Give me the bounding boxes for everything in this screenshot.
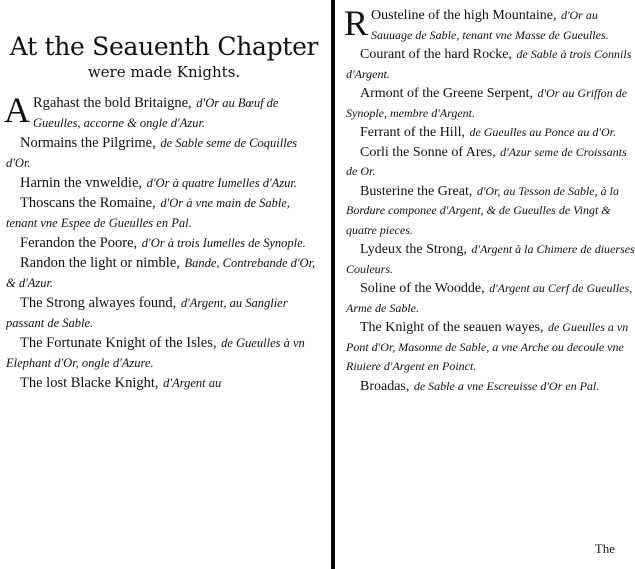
knight-name: The lost Blacke Knight,	[20, 375, 159, 391]
knight-entry	[0, 253, 328, 293]
catchword: The	[594, 541, 615, 556]
knight-entry	[0, 90, 328, 133]
knight-entry	[340, 143, 635, 182]
knight-name: Normains the Pilgrime,	[20, 135, 156, 151]
knight-entry	[0, 293, 328, 333]
knight-name: Lydeux the Strong,	[360, 242, 467, 257]
knight-blazon: Bande, Contrebande d'Or, & d'Azur.	[6, 256, 316, 290]
knight-blazon: de Sable à trois Connils d'Argent.	[346, 47, 632, 81]
knight-name: Corli the Sonne of Ares,	[360, 144, 496, 160]
knight-blazon: de Sable a vne Escreuisse d'Or en Pal.	[413, 378, 600, 393]
knight-blazon: de Gueulles à vn Elephant d'Or, ongle d'Azure.	[6, 336, 305, 370]
knight-entry	[0, 133, 328, 173]
knight-entry	[0, 333, 328, 373]
knight-blazon: d'Azur seme de Croissants de Or.	[346, 144, 627, 178]
knight-name: Courant of the hard Rocke,	[360, 47, 513, 62]
chapter-heading: At the Seauenth Chapter	[9, 32, 319, 61]
knight-entry	[340, 123, 635, 143]
column-divider	[331, 0, 335, 569]
knight-name: Ferrant of the Hill,	[360, 125, 465, 140]
knight-entry	[340, 84, 635, 123]
chapter-subheading: were made Knights.	[87, 63, 241, 81]
knight-entry	[340, 377, 635, 397]
knight-blazon: d'Or au Griffon de Synople, membre d'Argent.	[346, 86, 628, 120]
knight-name: The Knight of the seauen wayes,	[360, 320, 544, 335]
knight-name: Soline of the Woodde,	[360, 281, 485, 296]
right-column	[340, 0, 635, 569]
knight-name: Thoscans the Romaine,	[20, 195, 156, 211]
knight-name: Broadas,	[360, 378, 410, 394]
knight-blazon: d'Or à trois Iumelles de Synople.	[141, 236, 306, 250]
knight-name: Ferandon the Poore,	[20, 235, 138, 251]
knight-blazon: de Gueulles au Ponce au d'Or.	[469, 125, 616, 139]
knight-name: Busterine the Great,	[360, 183, 473, 199]
knight-entry	[0, 193, 328, 233]
knight-name: Ousteline of the high Mountaine,	[371, 8, 557, 23]
knight-entry	[340, 182, 635, 241]
knight-entry	[0, 173, 328, 193]
knight-blazon: d'Argent, au Sanglier passant de Sable.	[6, 296, 288, 330]
knight-entry	[340, 3, 635, 45]
knight-entry	[340, 240, 635, 279]
drop-cap: R	[344, 3, 369, 43]
knight-name: The Fortunate Knight of the Isles,	[20, 335, 217, 351]
knight-entry	[340, 318, 635, 377]
knight-name: The Strong alwayes found,	[20, 295, 177, 311]
knight-entry	[340, 279, 635, 318]
knight-blazon: d'Or au Sauuage de Sable, tenant vne Masse de Gueulles.	[371, 8, 609, 42]
knight-blazon: d'Or au Bœuf de Gueulles, accorne & ongle d'Azur.	[33, 96, 279, 130]
knight-blazon: d'Or à vne main de Sable, tenant vne Espee de Gueulles en Pal.	[6, 196, 291, 230]
knight-name: Harnin the vnweldie,	[20, 175, 143, 191]
knight-name: Randon the light or nimble,	[20, 255, 180, 271]
knight-blazon: d'Argent au Cerf de Gueulles, Arme de Sable.	[346, 281, 633, 315]
knight-blazon: de Sable seme de Coquilles d'Or.	[6, 136, 298, 170]
knight-entry	[0, 373, 328, 393]
knight-blazon: d'Argent au	[163, 376, 222, 390]
knight-blazon: d'Or, au Tesson de Sable, à la Bordure componee d'Argent, & de Gueulles de Vingt & quatre pieces.	[346, 183, 619, 237]
drop-cap: A	[4, 90, 30, 130]
knight-blazon: d'Argent à la Chimere de diuerses Couleurs.	[346, 242, 635, 276]
knight-entry	[0, 233, 328, 253]
knight-name: Rgahast the bold Britaigne,	[33, 95, 192, 111]
knight-blazon: de Gueulles a vn Pont d'Or, Masonne de Sable, a vne Arche ou decoule vne Riuiere d'Argent en Poinct.	[346, 320, 629, 373]
knight-name: Armont of the Greene Serpent,	[360, 86, 533, 101]
knight-entry	[340, 45, 635, 84]
knight-blazon: d'Or à quatre Iumelles d'Azur.	[146, 176, 297, 190]
